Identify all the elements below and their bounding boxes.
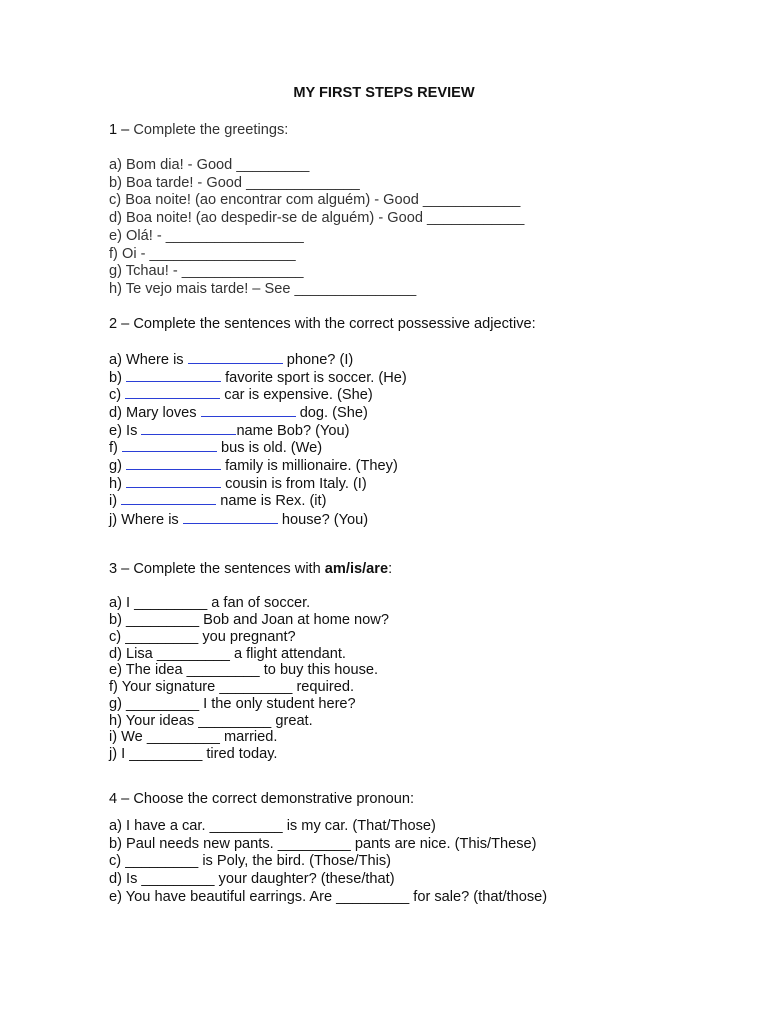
item-suffix: favorite sport is soccer. (He) <box>221 370 407 386</box>
blank-line <box>125 384 220 399</box>
section-4-item: e) You have beautiful earrings. Are _________ for sale? (that/those) <box>109 889 548 905</box>
section-4-item: d) Is _________ your daughter? (these/that) <box>109 871 395 887</box>
section-1-item: d) Boa noite! (ao despedir-se de alguém) - Good ____________ <box>109 210 525 226</box>
blank-line <box>121 490 216 505</box>
section-3-item: h) Your ideas _________ great. <box>109 713 313 729</box>
section-1-number: 1 – <box>109 122 130 138</box>
item-prefix: j) Where is <box>109 512 183 528</box>
item-suffix: house? (You) <box>277 512 369 528</box>
section-3-item: j) I _________ tired today. <box>109 746 278 762</box>
section-2-item <box>109 402 368 422</box>
section-3-item: f) Your signature _________ required. <box>109 679 355 695</box>
item-prefix: i) <box>109 493 122 509</box>
blank-line <box>183 509 278 524</box>
section-1-item: b) Boa tarde! - Good ______________ <box>109 175 360 191</box>
item-suffix: family is millionaire. (They) <box>221 458 398 474</box>
section-1-heading <box>109 122 288 139</box>
item-suffix: dog. (She) <box>295 405 368 421</box>
section-4-item: a) I have a car. _________ is my car. (That/Those) <box>109 818 436 834</box>
section-3-item: b) _________ Bob and Joan at home now? <box>109 612 389 628</box>
section-1-item: h) Te vejo mais tarde! – See _______________ <box>109 281 417 297</box>
blank-line <box>141 420 236 435</box>
item-prefix: f) <box>109 440 122 456</box>
section-2-item <box>109 490 326 510</box>
section-3-item: c) _________ you pregnant? <box>109 629 296 645</box>
item-suffix: name Bob? (You) <box>236 423 350 439</box>
section-3-item: a) I _________ a fan of soccer. <box>109 595 311 611</box>
section-1-item: f) Oi - __________________ <box>109 246 296 262</box>
section-3-heading-bold: am/is/are <box>324 561 389 577</box>
blank-line <box>201 402 296 417</box>
section-2-item <box>109 437 322 457</box>
item-prefix: h) <box>109 476 127 492</box>
blank-line <box>122 437 217 452</box>
item-prefix: d) Mary loves <box>109 405 201 421</box>
item-prefix: c) <box>109 387 126 403</box>
blank-line <box>188 349 283 364</box>
item-prefix: g) <box>109 458 127 474</box>
item-suffix: cousin is from Italy. (I) <box>221 476 367 492</box>
section-1-heading-text: Complete the greetings: <box>129 122 289 138</box>
section-2-item <box>109 349 353 369</box>
blank-line <box>126 473 221 488</box>
section-1-item: a) Bom dia! - Good _________ <box>109 157 310 173</box>
section-4-item: c) _________ is Poly, the bird. (Those/This) <box>109 853 392 869</box>
section-1-item: c) Boa noite! (ao encontrar com alguém) - Good ____________ <box>109 192 521 208</box>
section-4-heading: 4 – Choose the correct demonstrative pronoun: <box>109 791 415 807</box>
section-3-item: g) _________ I the only student here? <box>109 696 356 712</box>
section-2-item <box>109 509 368 529</box>
section-2-item <box>109 384 373 404</box>
item-suffix: bus is old. (We) <box>216 440 323 456</box>
item-prefix: e) Is <box>109 423 142 439</box>
item-suffix: car is expensive. (She) <box>220 387 373 403</box>
section-3-heading-end: : <box>388 561 393 577</box>
section-1-item: g) Tchau! - _______________ <box>109 263 304 279</box>
page-title: MY FIRST STEPS REVIEW <box>293 85 475 101</box>
section-3-item: e) The idea _________ to buy this house. <box>109 662 379 678</box>
item-suffix: name is Rex. (it) <box>216 493 327 509</box>
blank-line <box>126 455 221 470</box>
blank-line <box>126 367 221 382</box>
section-3-item: d) Lisa _________ a flight attendant. <box>109 646 346 662</box>
section-3-heading-text: 3 – Complete the sentences with <box>109 561 325 577</box>
item-prefix: b) <box>109 370 127 386</box>
section-3-heading <box>109 561 392 578</box>
section-1-item: e) Olá! - _________________ <box>109 228 304 244</box>
section-2-heading: 2 – Complete the sentences with the correct possessive adjective: <box>109 316 536 332</box>
section-2-item <box>109 455 398 475</box>
section-3-item: i) We _________ married. <box>109 729 278 745</box>
item-prefix: a) Where is <box>109 352 188 368</box>
section-4-item: b) Paul needs new pants. _________ pants are nice. (This/These) <box>109 836 537 852</box>
item-suffix: phone? (I) <box>282 352 354 368</box>
